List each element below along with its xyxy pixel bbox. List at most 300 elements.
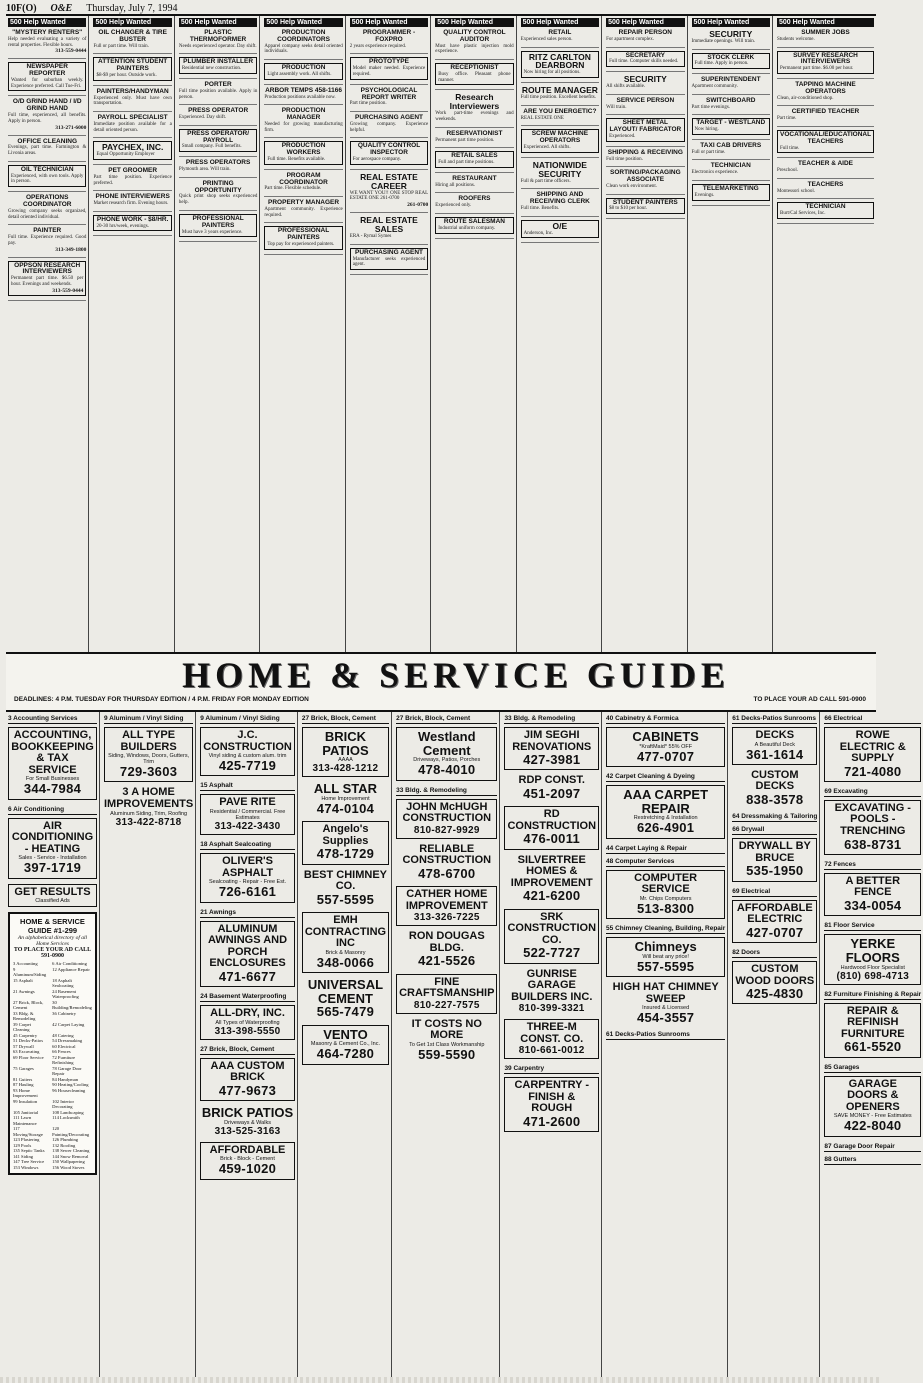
classified-ad [8, 165, 86, 187]
classified-ad [264, 200, 342, 218]
ad-title: OPPSON RESEARCH INTERVIEWERS [14, 261, 81, 276]
classified-ad [179, 57, 257, 74]
service-ad-phone: 626-4901 [636, 820, 695, 836]
ad-divider [8, 224, 86, 225]
ad-divider [692, 180, 770, 181]
ad-title: RESERVATIONIST [446, 129, 503, 137]
directory-item: 51 Decks-Patios [13, 1038, 43, 1044]
classified-ad [521, 220, 599, 239]
ad-title: ATTENTION STUDENT PAINTERS [98, 58, 168, 73]
service-ad [606, 870, 725, 919]
service-ad-phone: 334-0054 [844, 897, 902, 913]
ad-body: Evenings, part time. Farmington & Livonia areas. [8, 145, 87, 157]
banner-call-to-place: TO PLACE YOUR AD CALL 591-0900 [753, 696, 866, 703]
service-category-heading: 24 Basement Waterproofing [200, 992, 295, 1002]
service-ad-name: ROWE ELECTRIC & SUPPLY [839, 729, 906, 765]
ad-divider [8, 135, 86, 136]
column-heading: 500 Help Wanted [435, 18, 513, 27]
ad-divider [435, 213, 513, 214]
classified-ad [606, 150, 684, 163]
ad-title: NEWSPAPER REPORTER [26, 63, 68, 78]
directory-item: 90 Heating/Cooling [52, 1082, 89, 1088]
ad-title: PROTOTYPE [369, 58, 409, 66]
classified-ad [93, 141, 171, 160]
help-wanted-section [6, 14, 876, 652]
ad-divider [692, 49, 770, 50]
service-ad-phone: 559-5590 [418, 1046, 476, 1062]
ad-title: PRODUCTION COORDINATORS [277, 29, 330, 43]
classified-ad [435, 93, 513, 122]
classified-ad [179, 160, 257, 173]
service-ad-name: Chimneys [634, 939, 697, 955]
column-heading: 500 Help Wanted [8, 18, 86, 27]
directory-item: 150 Wallpapering [52, 1159, 85, 1165]
service-ad-phone: 810-399-3321 [518, 1003, 585, 1015]
ad-title: RETAIL SALES [451, 152, 498, 160]
service-category-heading: 33 Bldg. & Remodeling [504, 714, 599, 724]
classified-ad [435, 151, 513, 168]
ad-body: Permanent part time position. [435, 137, 495, 143]
ad-divider [521, 47, 599, 48]
classified-ad [8, 195, 86, 220]
service-ad [200, 1005, 295, 1040]
help-wanted-column [177, 16, 260, 652]
ad-divider [350, 274, 428, 275]
service-ad [302, 727, 389, 777]
help-wanted-column [690, 16, 773, 652]
service-category-heading: 42 Carpet Cleaning & Dyeing [606, 772, 725, 782]
classified-ad [435, 217, 513, 234]
service-category-heading: 55 Chimney Cleaning, Building, Repair [606, 925, 726, 933]
service-ad [8, 884, 97, 908]
column-heading: 500 Help Wanted [777, 18, 874, 27]
ad-title: PROFESSIONAL PAINTERS [277, 227, 330, 242]
classified-ad [606, 98, 684, 111]
service-ad-name: RD CONSTRUCTION [507, 808, 597, 832]
help-wanted-column [433, 16, 516, 652]
service-ad-name: JOHN McHUGH CONSTRUCTION [402, 800, 492, 825]
ad-divider [93, 53, 171, 54]
ad-divider [264, 254, 342, 255]
scan-edge [0, 1377, 880, 1383]
classified-ad [350, 30, 428, 49]
service-ad [504, 855, 599, 904]
ad-title: RITZ CARLTON DEARBORN [528, 51, 591, 71]
service-ad [396, 886, 497, 926]
service-ad-name: HIGH HAT CHIMNEY SWEEP [612, 981, 719, 1005]
ad-body: Electronics experience. [691, 170, 739, 176]
service-ad-name: AAA CARPET REPAIR [623, 786, 709, 816]
ad-title: PAINTER [33, 227, 62, 235]
service-ad-phone: 661-5520 [844, 1039, 902, 1055]
ad-body: ERA - Rymal Symes [349, 233, 392, 239]
service-ad-name: AFFORDABLE ELECTRIC [736, 901, 813, 926]
service-category-heading: 44 Carpet Laying & Repair [606, 844, 725, 854]
ad-divider [264, 196, 342, 197]
directory-item: 15 Asphalt [13, 977, 33, 983]
service-guide-column [198, 712, 298, 1378]
classified-ad [777, 130, 874, 153]
directory-item: 63 Excavating [13, 1049, 40, 1055]
service-ad-name: DECKS [755, 729, 795, 741]
ad-title: ROUTE MANAGER [521, 85, 598, 96]
classified-ad [350, 216, 428, 240]
ad-title: PRESS OPERATOR [188, 107, 249, 115]
directory-item: 60 Electrical [52, 1043, 76, 1049]
service-ad-tagline: For Small Businesses [25, 776, 80, 783]
service-category-heading: 9 Aluminum / Vinyl Siding [104, 714, 193, 724]
ad-divider [179, 104, 257, 105]
ad-divider [521, 82, 599, 83]
ad-divider [264, 84, 342, 85]
ad-title: VOCATIONAL/EDUCATIONAL TEACHERS [779, 130, 872, 145]
directory-title: HOME & SERVICE GUIDE #1-299 [20, 917, 85, 936]
service-ad-name: RON DOUGAS BLDG. [408, 930, 485, 954]
service-ad-tagline: All Types of Waterproofing [215, 1019, 280, 1026]
classified-ad [350, 57, 428, 79]
classified-ad [692, 77, 770, 90]
service-guide-column [102, 712, 196, 1378]
ad-body: Permanent part time. $6.00 per hour. [779, 66, 854, 72]
classified-ad [179, 30, 257, 49]
classified-ad [692, 143, 770, 156]
service-ad [732, 961, 817, 1004]
ad-divider [777, 78, 874, 79]
ad-divider [93, 111, 171, 112]
ad-divider [521, 105, 599, 106]
service-ad [200, 1058, 295, 1101]
service-ad-phone: 476-0011 [523, 831, 581, 847]
ad-divider [692, 159, 770, 160]
ad-body: $8 to $10 per hour. [609, 206, 648, 212]
service-ad-phone: 638-8731 [844, 836, 902, 852]
ad-divider [435, 147, 513, 148]
ad-body: Help needed evaluating a variety of rental properties. Flexible hours. [8, 36, 87, 48]
classified-ad [777, 51, 874, 74]
ad-divider [179, 241, 257, 242]
service-ad [732, 900, 817, 943]
directory-subtitle: An alphabetical directory of all Home Services [17, 935, 88, 948]
service-ad-phone: 361-1614 [746, 746, 804, 762]
service-ad-phone: 513-8300 [636, 900, 695, 916]
ad-title: O/E [552, 220, 568, 231]
ad-body: Will train. [606, 104, 627, 110]
service-ad-phone: 471-2600 [523, 1113, 581, 1129]
service-ad [504, 727, 599, 770]
ad-body: Must have plastic injection mold experience. [435, 43, 514, 55]
service-ad-name: THREE-M CONST. CO. [520, 1021, 584, 1045]
ad-title: SURVEY RESEARCH INTERVIEWERS [793, 51, 858, 66]
service-ad [824, 800, 921, 855]
service-ad-phone: 557-5595 [316, 891, 375, 907]
ad-divider [264, 59, 342, 60]
classified-ad [93, 57, 171, 80]
ad-body: Immediate position available for a detail oriented person. [93, 121, 172, 133]
banner-title: HOME & SERVICE GUIDE [182, 655, 730, 695]
ad-title: PROPERTY MANAGER [268, 199, 340, 207]
service-guide-column [300, 712, 392, 1378]
service-ad-tagline: Residential / Commercial. Free Estimates [209, 808, 286, 822]
classified-ad [93, 194, 171, 207]
service-ad-phone: 478-1729 [316, 846, 375, 862]
ad-title: PORTER [204, 80, 232, 88]
classified-ad [435, 176, 513, 189]
ad-title: PET GROOMER [108, 167, 158, 175]
service-category-heading: 9 Aluminum / Vinyl Siding [200, 714, 295, 724]
directory-item: 147 Tree Service [13, 1159, 45, 1165]
ad-title: PRODUCTION MANAGER [281, 107, 326, 122]
help-wanted-column [775, 16, 876, 652]
directory-item: 111 Lawn Maintenance [13, 1115, 37, 1126]
paper-name: O&E [50, 2, 73, 14]
service-ad-phone: 810-827-9929 [413, 824, 480, 836]
service-ad-name: REPAIR & REFINISH FURNITURE [840, 1004, 905, 1040]
service-ad-tagline: Insured & Licensed [642, 1005, 690, 1012]
service-ad-name: EXCAVATING - POOLS - TRENCHING [834, 801, 911, 838]
service-guide-column [604, 712, 728, 1378]
ad-divider [777, 157, 874, 158]
service-ad [104, 787, 193, 827]
service-ad-name: GET RESULTS [14, 885, 91, 898]
service-ad-phone: 427-3981 [523, 752, 581, 768]
service-ad-phone: 313-422-8718 [115, 816, 182, 828]
service-ad-name: ALL TYPE BUILDERS [120, 729, 177, 753]
service-ad-tagline: Siding, Windows, Doors, Gutters, Trim [108, 753, 190, 766]
ad-title: PRESS OPERATORS [185, 159, 251, 167]
service-ad [504, 806, 599, 849]
service-ad [606, 982, 725, 1025]
classified-ad [264, 63, 342, 80]
column-heading: 500 Help Wanted [606, 18, 684, 27]
service-ad-name: ALL STAR [313, 781, 377, 797]
service-category-heading: 66 Electrical [824, 714, 921, 724]
service-ad-name: CUSTOM WOOD DOORS [735, 963, 815, 987]
service-ad-name: CABINETS [632, 729, 699, 744]
service-ad-name: GUNRISE GARAGE BUILDERS INC. [511, 967, 593, 1003]
service-ad-phone: 721-4080 [844, 763, 902, 779]
service-ad [504, 1019, 599, 1059]
ad-title: PRINTING OPPORTUNITY [194, 179, 242, 194]
ad-divider [179, 210, 257, 211]
service-ad [606, 785, 725, 839]
service-guide-column [822, 712, 923, 1378]
service-ad [200, 794, 295, 835]
ad-title: TARGET - WESTLAND [696, 119, 766, 127]
ad-title: STUDENT PAINTERS [612, 198, 678, 206]
directory-item: 99 Insulation [13, 1098, 38, 1104]
ad-body: Experienced. [609, 133, 636, 139]
service-ad-phone: 471-6677 [218, 968, 277, 984]
service-ad [200, 853, 295, 902]
service-ad [396, 799, 497, 839]
service-ad-phone: 535-1950 [746, 863, 804, 879]
classified-ad [521, 109, 599, 122]
service-ad-name: Westland Cement [417, 729, 476, 758]
ad-body: Quick print shop seeks experienced help. [178, 194, 258, 206]
service-ad-name: VENTO [323, 1026, 368, 1042]
ad-divider [350, 244, 428, 245]
ad-title: TEACHER & AIDE [797, 160, 853, 168]
ad-body: Experienced, with own tools. Apply in person. [11, 173, 84, 185]
directory-item: 141 Siding [13, 1153, 34, 1159]
classified-ad [777, 82, 874, 101]
ad-divider [350, 137, 428, 138]
classified-ad [350, 173, 428, 208]
service-ad [606, 727, 725, 767]
directory-item: 24 Basement Waterproofing [52, 988, 79, 1000]
service-ad-name: AIR CONDITIONING - HEATING [11, 819, 94, 855]
service-ad-phone: 478-4010 [418, 762, 476, 778]
ad-divider [692, 114, 770, 115]
service-category-heading: 66 Drywall [732, 825, 817, 835]
service-ad [200, 727, 295, 776]
service-ad-tagline: Brick & Masonry [325, 949, 366, 956]
ad-divider [606, 218, 684, 219]
ad-body: Immediate openings. Will train. [691, 38, 755, 44]
classified-ad [179, 108, 257, 121]
service-ad-phone: 477-9673 [218, 1082, 277, 1098]
ad-body: Experienced sales person. [520, 36, 573, 42]
column-heading: 500 Help Wanted [692, 18, 770, 27]
service-ad-tagline: Will beat any price! [642, 953, 689, 960]
help-wanted-column [91, 16, 174, 652]
ad-title: O/D GRIND HAND / I/D GRIND HAND [12, 98, 82, 113]
service-ad-phone: 451-2097 [523, 785, 581, 801]
ad-body: Full time. Computer skills needed. [609, 59, 679, 65]
column-heading: 500 Help Wanted [350, 18, 428, 27]
ad-title: PAYROLL SPECIALIST [97, 114, 168, 122]
directory-item: 108 Landscaping [52, 1109, 84, 1115]
service-directory [8, 912, 97, 1175]
ad-divider [179, 78, 257, 79]
classified-ad [179, 129, 257, 152]
ad-divider [8, 161, 86, 162]
service-ad [302, 870, 389, 907]
service-ad-name: IT COSTS NO MORE [411, 1017, 482, 1042]
ad-body: Experienced. Day shift. [178, 115, 227, 121]
directory-item: 96 Housecleaning [52, 1087, 86, 1093]
service-ad-name: SRK CONSTRUCTION CO. [507, 910, 597, 946]
service-category-heading: 27 Brick, Block, Cement [302, 714, 389, 724]
service-ad-tagline: Driveways & Walks [224, 1119, 271, 1126]
directory-item: 78 Garage Door Repair [52, 1065, 82, 1077]
ad-title: RESTAURANT [452, 174, 497, 182]
service-ad-phone: 421-6200 [523, 888, 581, 904]
service-ad-name: RELIABLE CONSTRUCTION [402, 842, 492, 867]
ad-title: NATIONWIDE SECURITY [532, 159, 587, 179]
ad-title: PROGRAM COORDINATOR [279, 171, 328, 186]
ad-body: Full time position available. Apply in person. [178, 88, 258, 100]
ad-title: TELEMARKETING [702, 185, 759, 193]
classified-ad [264, 141, 342, 164]
ad-body: Equal Opportunity Employer [96, 152, 155, 158]
directory-item: 144 Snow Removal [52, 1153, 89, 1159]
ad-body: For aerospace company. [352, 157, 402, 162]
classified-ad [93, 215, 171, 232]
service-ad [396, 974, 497, 1014]
directory-item: 57 Drywall [13, 1043, 34, 1049]
service-ad-phone: 421-5526 [418, 953, 476, 969]
running-header [6, 2, 874, 14]
column-heading: 500 Help Wanted [264, 18, 342, 27]
service-ad-phone: 427-0707 [746, 924, 804, 940]
service-ad [302, 1025, 389, 1065]
ad-body: Full time. Apply in person. [694, 61, 749, 67]
ad-title: REAL ESTATE SALES [360, 215, 418, 235]
ad-body: Market research firm. Evening hours. [93, 201, 169, 207]
service-ad-phone: (810) 698-4713 [836, 970, 910, 982]
directory-item: 135 Septic Tanks [13, 1148, 45, 1154]
home-service-guide-banner [6, 652, 876, 712]
classified-ad [606, 118, 684, 141]
ad-title: OIL CHANGER & TIRE BUSTER [98, 29, 167, 43]
service-category-heading: 81 Floor Service [824, 921, 921, 931]
classified-ad [8, 62, 86, 91]
ad-divider [606, 47, 684, 48]
service-category-heading: 64 Dressmaking & Tailoring [732, 813, 818, 821]
ad-divider [521, 188, 599, 189]
ad-body: Model maker needed. Experience required. [352, 66, 426, 77]
service-ad-phone: 313-428-1212 [312, 763, 379, 775]
classified-ad [435, 30, 513, 55]
ad-body: Full time. Benefits available. [267, 157, 326, 162]
ad-body: Evenings. [694, 192, 715, 198]
ad-divider [8, 95, 86, 96]
ad-divider [435, 172, 513, 173]
service-category-heading: 87 Garage Door Repair [824, 1142, 921, 1152]
service-ad-phone: 838-3578 [746, 791, 804, 807]
service-ad [396, 931, 497, 968]
service-ad-phone: 565-7479 [316, 1004, 375, 1020]
service-ad-name: DRYWALL BY BRUCE [738, 840, 811, 864]
classified-ad [350, 88, 428, 107]
ad-divider [93, 211, 171, 212]
ad-title: SORTING/PACKAGING ASSOCIATE [609, 169, 681, 184]
classified-ad [692, 184, 770, 201]
ad-body: Clean work environment. [606, 183, 658, 189]
classified-ad [606, 170, 684, 189]
ad-body: Full or part time. [691, 149, 726, 155]
ad-divider [606, 114, 684, 115]
service-ad-name: SILVERTREE HOMES & IMPROVEMENT [510, 853, 593, 889]
ad-title: TEACHERS [807, 180, 844, 188]
ad-title: SHEET METAL LAYOUT/ FABRICATOR [609, 119, 682, 134]
directory-list [13, 961, 92, 1170]
ad-divider [521, 125, 599, 126]
classified-ad [692, 163, 770, 176]
ad-body: All shifts available. [606, 84, 646, 90]
ad-body: Full or part time. Will train. [93, 43, 149, 49]
directory-item: 54 Dressmaking [52, 1038, 83, 1044]
ad-divider [350, 111, 428, 112]
classified-ad [606, 75, 684, 90]
ad-body: Apparel company seeks detail oriented individuals. [264, 43, 343, 55]
ad-title: SHIPPING & RECEIVING [607, 148, 683, 156]
service-ad [504, 775, 599, 801]
service-ad-phone: 464-7280 [316, 1046, 375, 1062]
service-ad [396, 727, 497, 781]
ad-divider [692, 73, 770, 74]
service-ad-phone: 425-4830 [746, 986, 804, 1002]
service-ad [302, 821, 389, 864]
ad-body: Now hiring for all positions. [523, 70, 581, 76]
directory-call: TO PLACE YOUR AD CALL 591-0900 [13, 947, 92, 960]
classified-ad [8, 228, 86, 252]
classified-ad [606, 30, 684, 43]
service-ad [824, 1003, 921, 1058]
classified-ad [777, 109, 874, 122]
ad-title: QUALITY CONTROL AUDITOR [443, 29, 506, 43]
